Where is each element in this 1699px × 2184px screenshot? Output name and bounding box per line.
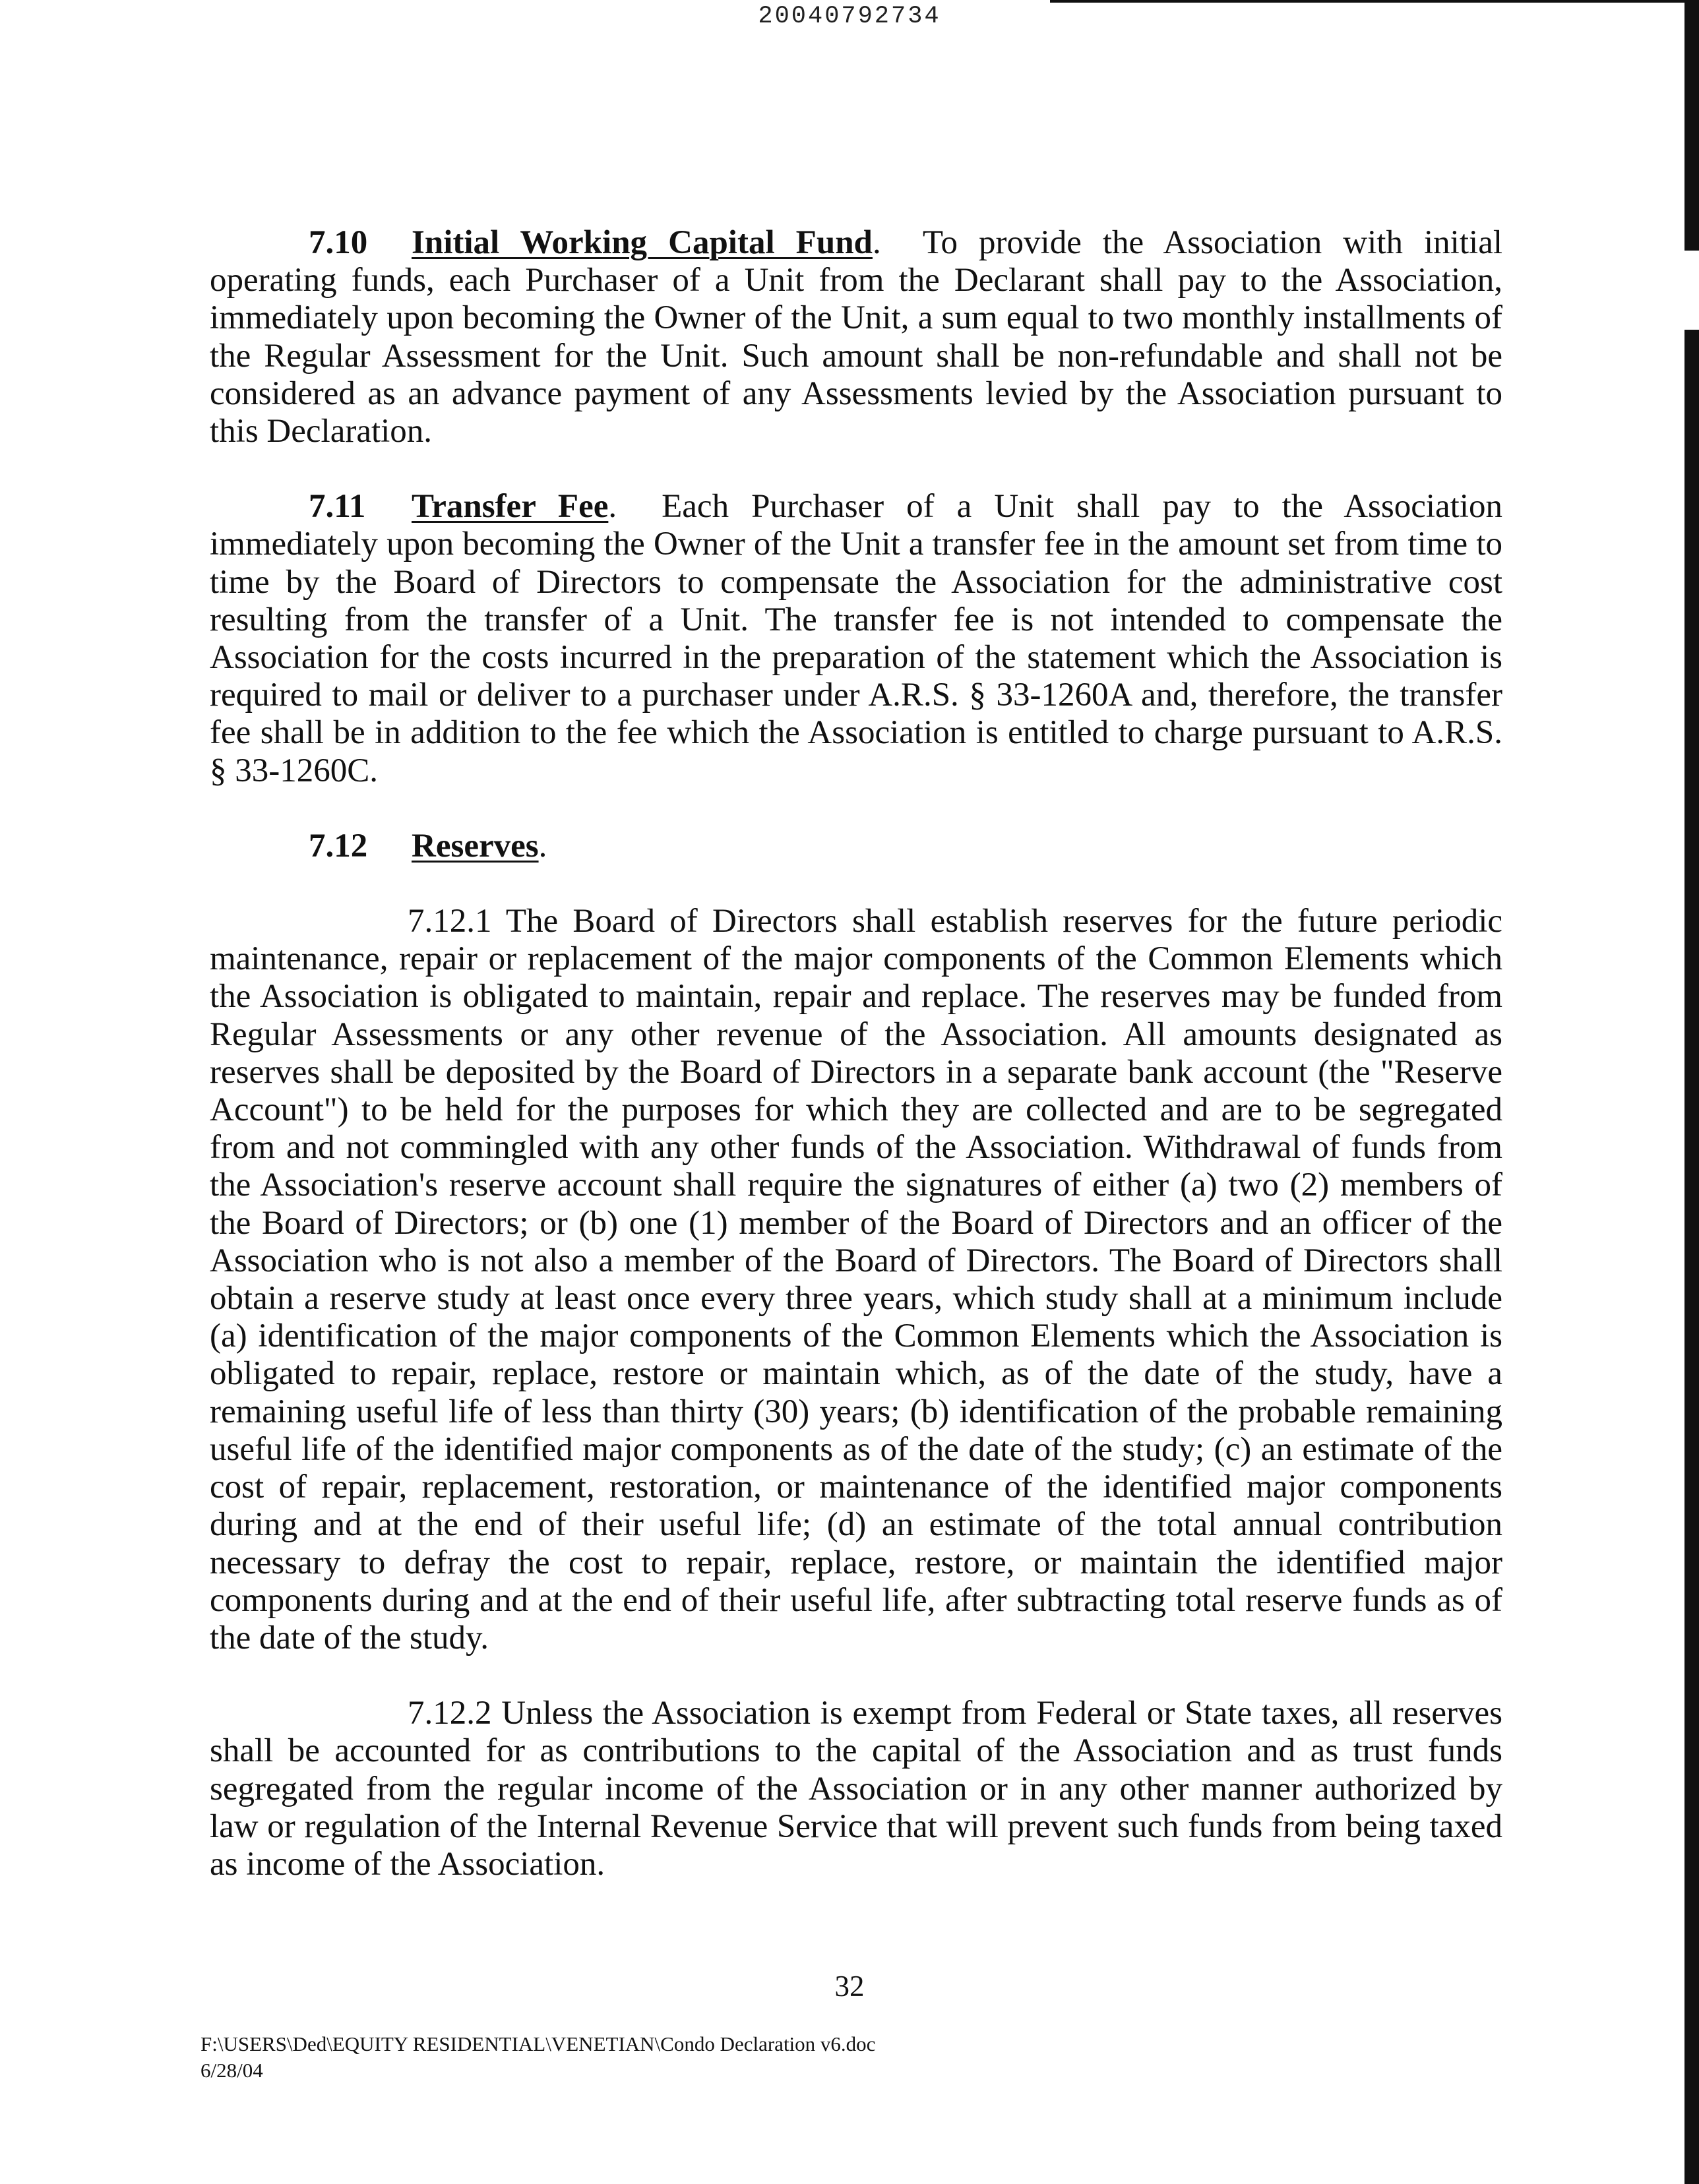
footer: [201, 2031, 875, 2084]
subsection-7-12-1: 7.12.1 The Board of Directors shall establish reserves for the future periodic maintenance, repair or replacement of the major components of the Common Elements which the Association is obligated to maintain, repair and replace. The reserves may be funded from Regular Assessments or any other revenue of the Association. All amounts designated as reserves shall be deposited by the Board of Directors in a separate bank account (the "Reserve Account") to be held for the purposes for which they are collected and are to be segregated from and not commingled with any other funds of the Association. Withdrawal of funds from the Association's reserve account shall require the signatures of either (a) two (2) members of the Board of Directors; or (b) one (1) member of the Board of Directors and an officer of the Association who is not also a member of the Board of Directors. The Board of Directors shall obtain a reserve study at least once every three years, which study shall at a minimum include (a) identification of the major components of the Common Elements which the Association is obligated to repair, replace, restore or maintain which, as of the date of the study, have a remaining useful life of less than thirty (30) years; (b) identification of the probable remaining useful life of the identified major components as of the date of the study; (c) an estimate of the cost of repair, replacement, restoration, or maintenance of the identified major components during and at the end of their useful life; (d) an estimate of the total annual contribution necessary to defray the cost to repair, replace, restore, or maintain the identified major components during and at the end of their useful life, after subtracting total reserve funds as of the date of the study.: [210, 903, 1502, 1656]
section-text: Each Purchaser of a Unit shall pay to the Association immediately upon becoming the Owner of the Unit a transfer fee in the amount set from time to time by the Board of Directors to compensate the Association for the administrative cost resulting from the transfer of a Unit. The transfer fee is not intended to compensate the Association for the costs incurred in the preparation of the statement which the Association is required to mail or deliver to a purchaser under A.R.S. § 33-1260A and, therefore, the transfer fee shall be in addition to the fee which the Association is entitled to charge pursuant to A.R.S. § 33-1260C.: [210, 488, 1502, 789]
section-title: Reserves: [412, 827, 539, 864]
section-number: 7.10: [309, 224, 368, 261]
section-title: Transfer Fee: [412, 488, 609, 526]
section-number: 7.11: [309, 488, 366, 526]
section-title: Initial Working Capital Fund: [412, 224, 873, 261]
section-7-11: 7.11 Transfer Fee. Each Purchaser of a Unit shall pay to the Association immediately upon becoming the Owner of the Unit a transfer fee in the amount set from time to time by the Board of Directors to compensate the Association for the administrative cost resulting from the transfer of a Unit. The transfer fee is not intended to compensate the Association for the costs incurred in the preparation of the statement which the Association is required to mail or deliver to a purchaser under A.R.S. § 33-1260A and, therefore, the transfer fee shall be in addition to the fee which the Association is entitled to charge pursuant to A.R.S. § 33-1260C.: [210, 488, 1502, 789]
scan-edge-gap: [1684, 251, 1699, 330]
section-number: 7.12: [309, 827, 368, 864]
document-body: [210, 224, 1502, 1883]
section-7-12-heading: 7.12 Reserves.: [309, 827, 547, 864]
page-number: 32: [834, 1970, 865, 2003]
footer-date: 6/28/04: [201, 2059, 263, 2082]
subsection-7-12-2: 7.12.2 Unless the Association is exempt from Federal or State taxes, all reserves shall be accounted for as contributions to the capital of the Association and as trust funds segregated from the regular income of the Association or in any other manner authorized by law or regulation of the Internal Revenue Service that will prevent such funds from being taxed as income of the Association.: [210, 1695, 1502, 1883]
document-number: 20040792734: [758, 3, 941, 30]
section-7-10: 7.10 Initial Working Capital Fund. To provide the Association with initial operating funds, each Purchaser of a Unit from the Declarant shall pay to the Association, immediately upon becoming the Owner of the Unit, a sum equal to two monthly installments of the Regular Assessment for the Unit. Such amount shall be non-refundable and shall not be considered as an advance payment of any Assessments levied by the Association pursuant to this Declaration.: [210, 224, 1502, 450]
section-text: To provide the Association with initial operating funds, each Purchaser of a Unit from the Declarant shall pay to the Association, immediately upon becoming the Owner of the Unit, a sum equal to two monthly installments of the Regular Assessment for the Unit. Such amount shall be non-refundable and shall not be considered as an advance payment of any Assessments levied by the Association pursuant to this Declaration.: [210, 224, 1502, 450]
footer-file-path: F:\USERS\Ded\EQUITY RESIDENTIAL\VENETIAN\Condo Declaration v6.doc: [201, 2032, 876, 2055]
